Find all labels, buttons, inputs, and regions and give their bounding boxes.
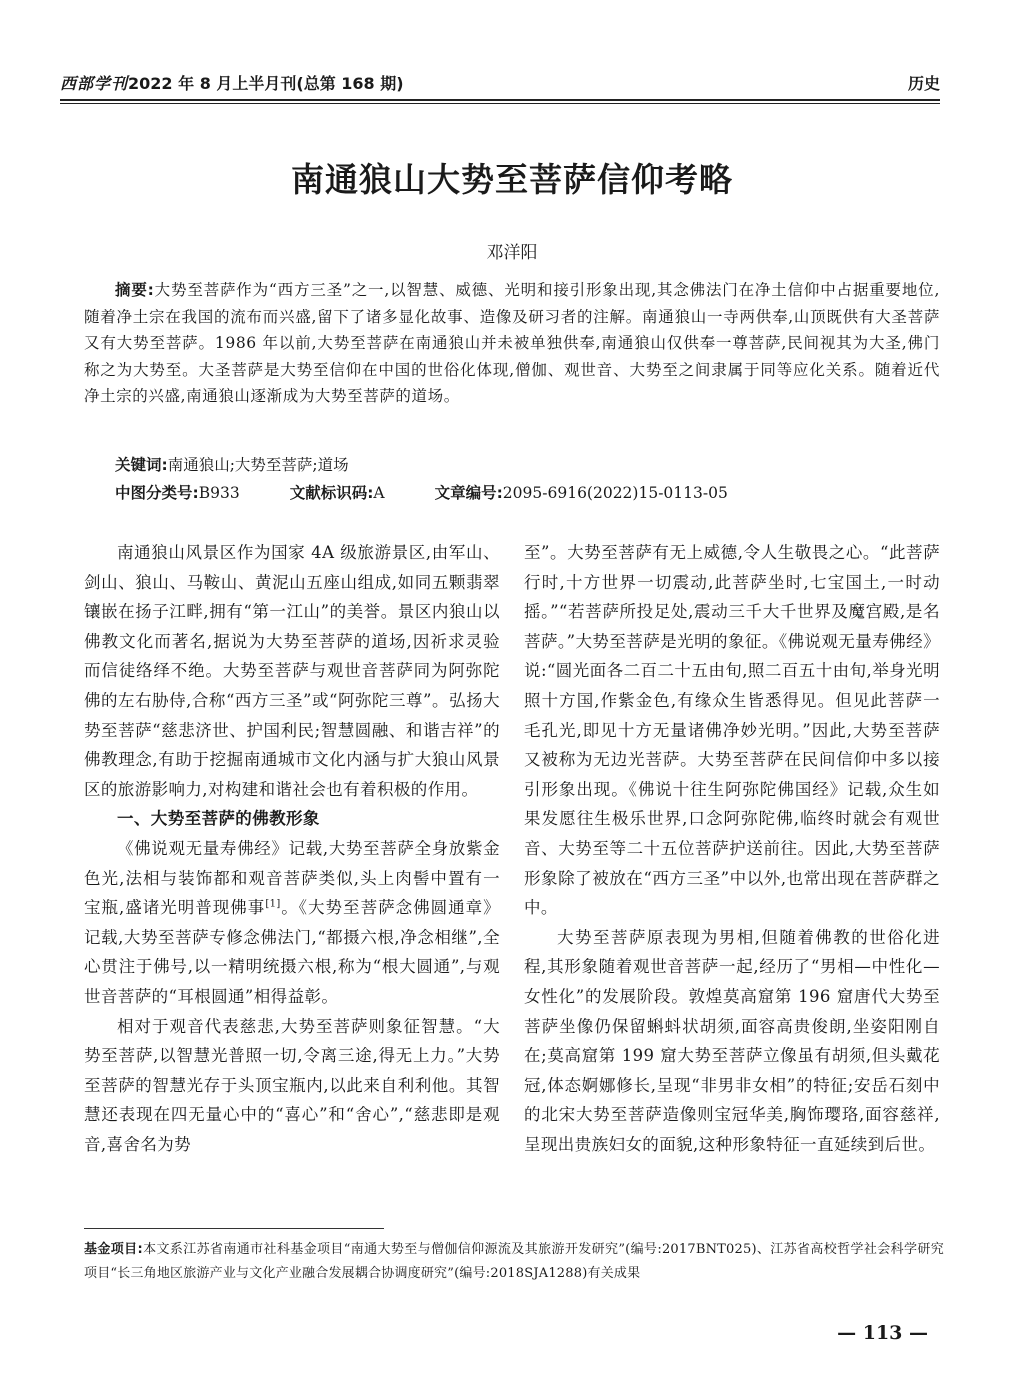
header-rule-thin [60, 103, 940, 104]
body-paragraph: 大势至菩萨原表现为男相,但随着佛教的世俗化进程,其形象随着观世音菩萨一起,经历了“男相—中性化—女性化”的发展阶段。敦煌莫高窟第 196 窟唐代大势至菩萨坐像仍保留蝌蚪状胡须,面容高贵俊朗,坐姿阳刚自在;莫高窟第 199 窟大势至菩萨立像虽有胡须,但头戴花冠,体态婀娜修长,呈现“非男非女相”的特征;安岳石刻中的北宋大势至菩萨造像则宝冠华美,胸饰璎珞,面容慈祥,呈现出贵族妇女的面貌,这种形象特征一直延续到后世。 [524, 927, 940, 1154]
body-paragraph: 南通狼山风景区作为国家 4A 级旅游景区,由军山、剑山、狼山、马鞍山、黄泥山五座山组成,如同五颗翡翠镶嵌在扬子江畔,拥有“第一江山”的美誉。景区内狼山以佛教文化而著名,据说为大势至菩萨的道场,因祈求灵验而信徒络绎不绝。大势至菩萨与观世音菩萨同为阿弥陀佛的左右胁侍,合称“西方三圣”或“阿弥陀三尊”。弘扬大势至菩萨“慈悲济世、护国利民;智慧圆融、和谐吉祥”的佛教理念,有助于挖掘南通城市文化内涵与扩大狼山风景区的旅游影响力,对构建和谐社会也有着积极的作用。 [84, 543, 500, 799]
article-number-value: 2095-6916(2022)15-0113-05 [502, 484, 728, 502]
keywords-label: 关键词: [115, 456, 168, 474]
funding-text: 本文系江苏省南通市社科基金项目“南通大势至与僧伽信仰源流及其旅游开发研究”(编号:2017BNT025)、江苏省高校哲学社会科学研究项目“长三角地区旅游产业与文化产业融合发展耦合协调度研究”(编号:2018SJA1288)有关成果 [84, 1242, 945, 1281]
article-title: 南通狼山大势至菩萨信仰考略 [291, 160, 733, 199]
article-number-label: 文章编号: [434, 484, 503, 502]
body-column-left [84, 538, 500, 1159]
keywords [84, 452, 940, 478]
section-label: 历史 [907, 74, 940, 93]
doc-code-value: A [373, 484, 385, 502]
funding-footnote [84, 1238, 944, 1286]
clc-value: B933 [198, 484, 240, 502]
doc-code-label: 文献标识码: [289, 484, 374, 502]
paragraph-text: 《佛说观无量寿佛经》记载,大势至菩萨全身放紫金色光,法相与装饰都和观音菩萨类似,头上肉髻中置有一宝瓶,盛诸光明普现佛事 [84, 838, 500, 918]
issue-info: 2022 年 8 月上半月刊(总第 168 期) [128, 74, 404, 93]
body-paragraph: 相对于观音代表慈悲,大势至菩萨则象征智慧。“大势至菩萨,以智慧光普照一切,令离三途,得无上力。”大势至菩萨的智慧光存于头顶宝瓶内,以此来自利利他。其智慧还表现在四无量心中的“喜心”和“舍心”,“慈悲即是观音,喜舍名为势 [84, 1016, 500, 1154]
clc-label: 中图分类号: [115, 484, 199, 502]
abstract-text: 大势至菩萨作为“西方三圣”之一,以智慧、威德、光明和接引形象出现,其念佛法门在净土信仰中占据重要地位,随着净土宗在我国的流布而兴盛,留下了诸多显化故事、造像及研习者的注解。南通狼山一寺两供奉,山顶既供有大圣菩萨又有大势至菩萨。1986 年以前,大势至菩萨在南通狼山并未被单独供奉,南通狼山仅供奉一尊菩萨,民间视其为大圣,佛门称之为大势至。大圣菩萨是大势至信仰在中国的世俗化体现,僧伽、观世音、大势至之间隶属于同等应化关系。随着近代净土宗的兴盛,南通狼山逐渐成为大势至菩萨的道场。 [84, 281, 941, 406]
keywords-text: 南通狼山;大势至菩萨;道场 [167, 456, 349, 474]
body-paragraph [84, 834, 500, 1012]
journal-info [60, 72, 404, 96]
footnote-rule [84, 1228, 384, 1229]
paragraph-text: 。《大势至菩萨念佛圆通章》记载,大势至菩萨专修念佛法门,“都摄六根,净念相继”,全心贯注于佛号,以一精明统摄六根,称为“根大圆通”,与观世音菩萨的“耳根圆通”相得益彰。 [84, 898, 501, 1006]
classification-line [84, 480, 940, 506]
page-number: — 113 — [837, 1322, 928, 1344]
journal-logo: 西部学刊 [60, 74, 129, 93]
abstract [84, 277, 940, 410]
body-paragraph-continued: 至”。大势至菩萨有无上威德,令人生敬畏之心。“此菩萨行时,十方世界一切震动,此菩萨坐时,七宝国土,一时动摇。”“若菩萨所投足处,震动三千大千世界及魔宫殿,是名菩萨。”大势至菩萨是光明的象征。《佛说观无量寿佛经》说:“圆光面各二百二十五由旬,照二百五十由旬,举身光明照十方国,作紫金色,有缘众生皆悉得见。但见此菩萨一毛孔光,即见十方无量诸佛净妙光明。”因此,大势至菩萨又被称为无边光菩萨。大势至菩萨在民间信仰中多以接引形象出现。《佛说十往生阿弥陀佛国经》记载,众生如果发愿往生极乐世界,口念阿弥陀佛,临终时就会有观世音、大势至等二十五位菩萨护送前往。因此,大势至菩萨形象除了被放在“西方三圣”中以外,也常出现在菩萨群之中。 [524, 543, 940, 918]
section-heading: 一、大势至菩萨的佛教形象 [117, 809, 320, 829]
citation-ref[interactable]: [1] [265, 898, 281, 910]
body-column-right [524, 538, 940, 1159]
header-rule [60, 99, 940, 101]
article-author: 邓洋阳 [486, 243, 538, 263]
abstract-label: 摘要: [115, 281, 155, 299]
funding-label: 基金项目: [84, 1242, 143, 1257]
running-header [60, 72, 940, 96]
